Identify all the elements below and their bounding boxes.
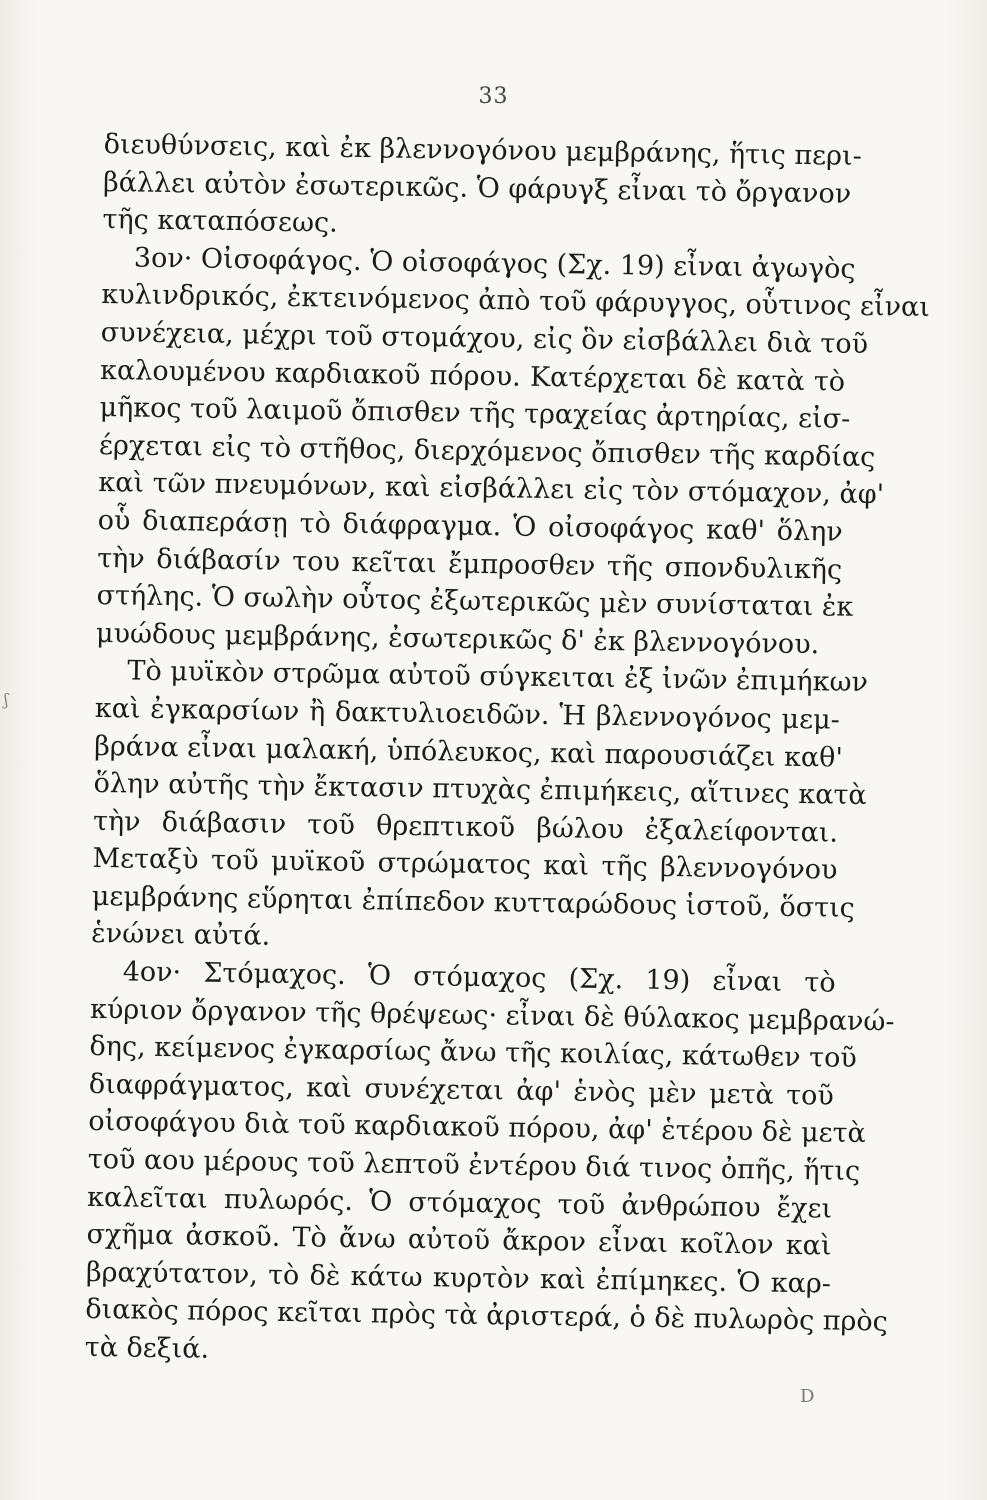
text-line: καὶ τῶν πνευμόνων, καὶ εἰσβάλλει εἰς τὸν στόμαχον, ἀφ' xyxy=(98,467,885,511)
text-line: 3ον· Οἰσοφάγος. Ὁ οἰσοφάγος (Σχ. 19) εἶναι ἀγωγὸς xyxy=(133,242,856,285)
body-text xyxy=(84,126,931,1378)
text-line: μυώδους μεμβράνης, ἐσωτερικῶς δ' ἐκ βλεννογόνου. xyxy=(95,617,820,661)
text-line: μῆκος τοῦ λαιμοῦ ὄπισθεν τῆς τραχείας ἀρτηρίας, εἰσ- xyxy=(99,392,851,435)
text-line: συνέχεια, μέχρι τοῦ στομάχου, εἰς ὃν εἰσβάλλει διὰ τοῦ xyxy=(100,316,869,360)
text-line: τὰ δεξιά. xyxy=(84,1331,210,1365)
text-line: βράνα εἶναι μαλακή, ὑπόλευκος, καὶ παρουσιάζει καθ' xyxy=(94,730,844,774)
text-line: καὶ ἐγκαρσίων ἢ δακτυλιοειδῶν. Ἡ βλεννογόνος μεμ- xyxy=(94,692,841,736)
text-line: καλουμένου καρδιακοῦ πόρου. Κατέρχεται δὲ κατὰ τὸ xyxy=(99,354,846,398)
text-line: βάλλει αὐτὸν ἐσωτερικῶς. Ὁ φάρυγξ εἶναι τὸ ὄργανον xyxy=(102,166,852,210)
text-line: οἰσοφάγου διὰ τοῦ καρδιακοῦ πόρου, ἀφ' ἑτέρου δὲ μετὰ xyxy=(88,1106,867,1150)
text-line: Μεταξὺ τοῦ μυϊκοῦ στρώματος καὶ τῆς βλεννογόνου xyxy=(92,843,838,886)
text-line: έρχεται εἰς τὸ στῆθος, διερχόμενος ὄπισθεν τῆς καρδίας xyxy=(98,429,876,473)
text-line: 4ον· Στόμαχος. Ὁ στόμαχος (Σχ. 19) εἶναι τὸ xyxy=(122,956,836,999)
text-line: τοῦ αου μέρους τοῦ λεπτοῦ ἐντέρου διά τινος ὀπῆς, ἥτις xyxy=(87,1143,861,1188)
text-line: σχῆμα ἀσκοῦ. Τὸ ἄνω αὐτοῦ ἄκρον εἶναι κοῖλον καὶ xyxy=(86,1219,832,1262)
text-line: τὴν διάβασίν του κεῖται ἔμπροσθεν τῆς σπονδυλικῆς xyxy=(96,542,843,586)
printer-signature-mark: D xyxy=(800,1386,815,1407)
page-number: 33 xyxy=(478,84,509,109)
margin-mark: ʃ xyxy=(4,690,9,709)
text-line: μεμβράνης εὕρηται ἐπίπεδον κυτταρώδους ἱστοῦ, ὅστις xyxy=(91,880,856,924)
text-line: διακὸς πόρος κεῖται πρὸς τὰ ἀριστερά, ὁ δὲ πυλωρὸς πρὸς xyxy=(85,1294,889,1338)
text-line: διευθύνσεις, καὶ ἐκ βλεννογόνου μεμβράνης, ἥτις περι- xyxy=(103,128,862,172)
text-line: κυλινδρικός, ἐκτεινόμενος ἀπὸ τοῦ φάρυγγος, οὗτινος εἶναι xyxy=(101,279,931,324)
text-line: τῆς καταπόσεως. xyxy=(102,204,338,239)
text-line: ὅλην αὐτῆς τὴν ἔκτασιν πτυχὰς ἐπιμήκεις, αἵτινες κατὰ xyxy=(93,768,867,812)
text-line: ἑνώνει αὐτά. xyxy=(91,918,271,953)
text-line: οὗ διαπεράσῃ τὸ διάφραγμα. Ὁ οἰσοφάγος καθ' ὅλην xyxy=(97,504,843,548)
text-line: στήλης. Ὁ σωλὴν οὗτος ἐξωτερικῶς μὲν συνίσταται ἐκ xyxy=(96,580,854,623)
text-line: βραχύτατον, τὸ δὲ κάτω κυρτὸν καὶ ἐπίμηκες. Ὁ καρ- xyxy=(85,1256,832,1300)
text-line: καλεῖται πυλωρός. Ὁ στόμαχος τοῦ ἀνθρώπου ἔχει xyxy=(86,1181,833,1225)
text-line: δης, κείμενος ἐγκαρσίως ἄνω τῆς κοιλίας, κάτωθεν τοῦ xyxy=(89,1031,858,1075)
text-line: διαφράγματος, καὶ συνέχεται ἀφ' ἑνὸς μὲν μετὰ τοῦ xyxy=(88,1068,835,1112)
text-line: Τὸ μυϊκὸν στρῶμα αὐτοῦ σύγκειται ἐξ ἰνῶν ἐπιμήκων xyxy=(127,655,869,699)
text-line: κύριον ὄργανον τῆς θρέψεως· εἶναι δὲ θύλακος μεμβρανώ- xyxy=(89,993,895,1038)
text-line: τὴν διάβασιν τοῦ θρεπτικοῦ βώλου ἐξαλείφονται. xyxy=(92,805,839,849)
